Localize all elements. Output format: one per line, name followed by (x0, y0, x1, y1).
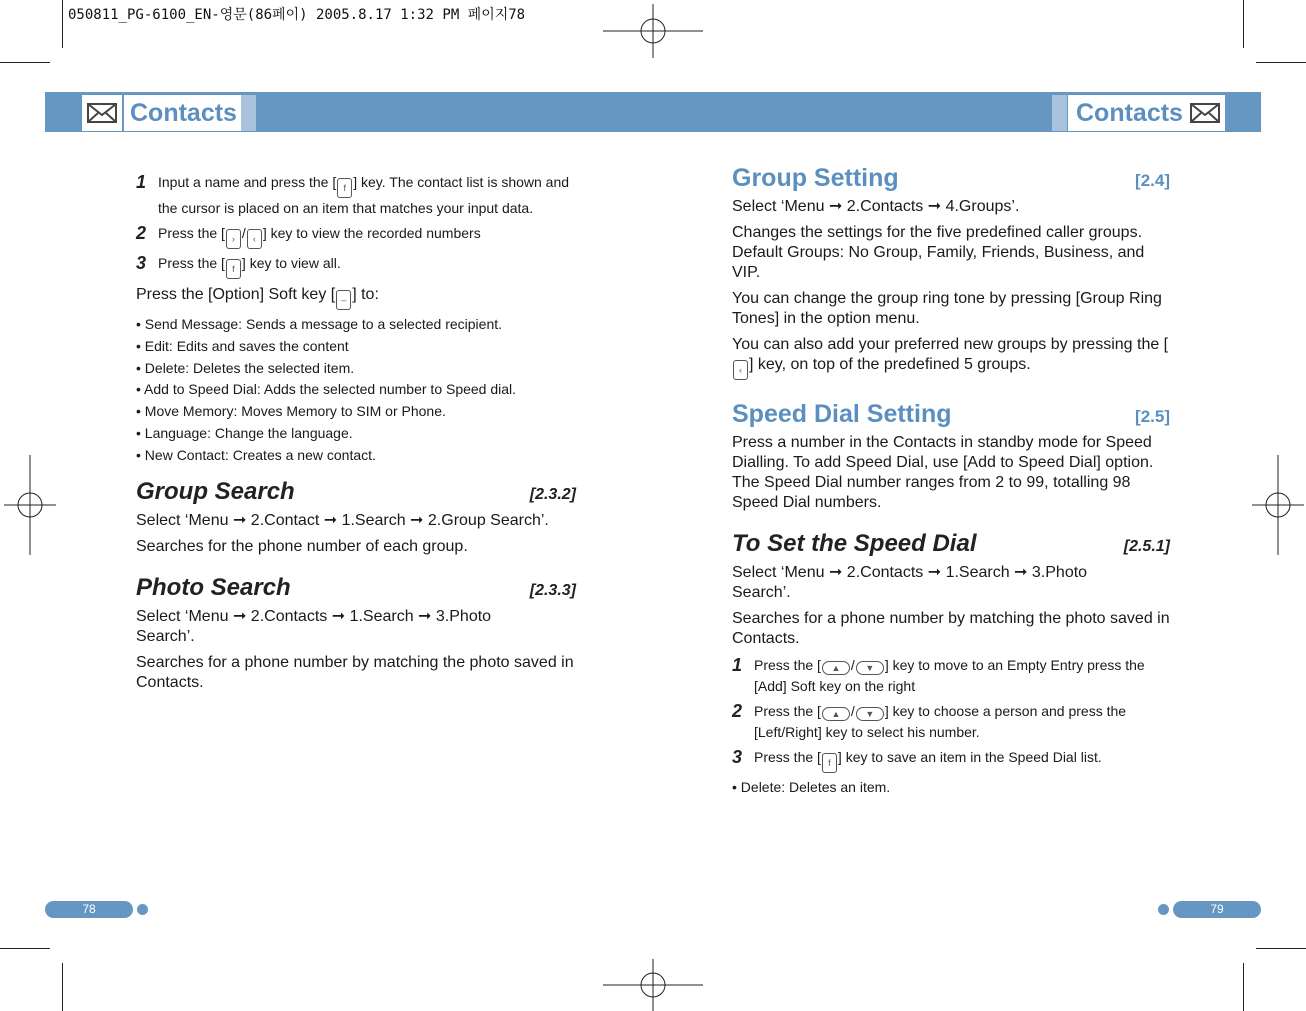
section-title: Photo Search (136, 573, 291, 601)
menu-path: Select ‘Menu ➞ 2.Contacts ➞ 1.Search ➞ 3.Photo Search’. (732, 564, 1088, 601)
menu-path: Select ‘Menu ➞ 2.Contacts ➞ 4.Groups’. (732, 198, 1020, 215)
function-key-icon: f (822, 753, 837, 773)
section-desc: Press a number in the Contacts in standby mode for Speed Dialling. To add Speed Dial, use [Add to Speed Dial] option. The Speed Dial number ranges from 2 to 99, totalling 98 Speed Dial numbers. (732, 434, 1154, 511)
function-key-icon: f (226, 259, 241, 279)
step-number: 2 (732, 701, 743, 721)
step-number: 2 (136, 223, 147, 243)
menu-path: Select ‘Menu ➞ 2.Contacts ➞ 1.Search ➞ 3.Photo Search’. (136, 607, 492, 645)
right-key-icon: › (226, 229, 241, 249)
page-number: 78 (45, 901, 133, 918)
speed-dial-setting-heading (732, 400, 1170, 428)
section-title: Group Setting (732, 164, 899, 192)
section-desc: You can change the group ring tone by pressing [Group Ring Tones] in the option menu. (732, 290, 1162, 327)
section-desc: Changes the settings for the five predefined caller groups. Default Groups: No Group, Family, Friends, Business, and VIP. (732, 224, 1145, 281)
registration-mark-right (1252, 455, 1304, 555)
list-item: • Send Message: Sends a message to a selected recipient. (136, 316, 503, 332)
page-title: Contacts (124, 95, 241, 131)
header-accent (241, 95, 256, 131)
section-desc: Searches for a phone number by matching the photo saved in Contacts. (136, 653, 574, 691)
group-search-heading (136, 477, 576, 505)
section-code: [2.3.2] (529, 485, 576, 503)
step-2 (136, 223, 576, 249)
option-intro: Press the [Option] Soft key [ – ] to: (136, 285, 576, 310)
step-text: Press the [ ▲ / ▼ ] key to choose a person and press the [Left/Right] key to select his number. (754, 703, 1127, 740)
step-1 (136, 172, 576, 219)
photo-search-heading (136, 573, 576, 601)
crop-mark (1243, 963, 1244, 1011)
registration-mark-left (4, 455, 56, 555)
registration-mark-top (603, 4, 703, 58)
list-item: • Edit: Edits and saves the content (136, 337, 349, 354)
section-title: To Set the Speed Dial (732, 530, 977, 557)
step-number: 1 (136, 172, 147, 192)
crop-mark (1256, 62, 1306, 63)
step-number: 3 (136, 253, 147, 273)
right-column (732, 164, 1170, 799)
section-title: Group Search (136, 477, 295, 505)
page-number: 79 (1173, 901, 1261, 918)
step-2 (732, 701, 1170, 743)
step-text: Press the [ ▲ / ▼ ] key to move to an Empty Entry press the [Add] Soft key on the right (754, 657, 1145, 694)
section-code: [2.3.3] (529, 581, 576, 599)
registration-mark-bottom (603, 959, 703, 1011)
section-code: [2.5.1] (1123, 538, 1170, 555)
page-title: Contacts (1068, 95, 1185, 131)
left-key-icon: ‹ (733, 360, 748, 380)
print-slug: 050811_PG-6100_EN-영문(86페이) 2005.8.17 1:32 PM 페이지78 (68, 7, 526, 23)
left-key-icon: ‹ (247, 229, 262, 249)
crop-mark (0, 948, 50, 949)
left-column (136, 172, 576, 699)
step-text: Press the [ f ] key to view all. (158, 253, 341, 279)
list-item: • Move Memory: Moves Memory to SIM or Phone. (136, 403, 446, 420)
page-number-dot (1158, 904, 1169, 915)
envelope-icon (1185, 95, 1225, 131)
up-key-icon: ▲ (822, 707, 850, 721)
section-code: [2.4] (1135, 171, 1170, 190)
step-text: Input a name and press the [ f ] key. The contact list is shown and the cursor is placed on an item that matches your input data. (158, 174, 570, 216)
list-item: • Delete: Deletes the selected item. (136, 359, 355, 376)
function-key-icon: f (337, 178, 352, 198)
list-item: • Language: Change the language. (136, 424, 353, 441)
section-desc: Searches for the phone number of each group. (136, 537, 468, 555)
envelope-icon (82, 95, 122, 131)
down-key-icon: ▼ (856, 707, 884, 721)
step-3 (732, 747, 1170, 773)
soft-key-icon: – (336, 290, 351, 310)
step-3 (136, 253, 576, 279)
step-text: Press the [ › / ‹ ] key to view the recorded numbers (158, 223, 481, 249)
section-title: Speed Dial Setting (732, 400, 952, 428)
crop-mark (62, 963, 63, 1011)
list-item: • Add to Speed Dial: Adds the selected number to Speed dial. (136, 381, 517, 398)
group-setting-heading (732, 164, 1170, 192)
down-key-icon: ▼ (856, 661, 884, 675)
step-text: Press the [ f ] key to save an item in the Speed Dial list. (754, 747, 1102, 773)
header-accent (1052, 95, 1067, 131)
section-desc: Searches for a phone number by matching the photo saved in Contacts. (732, 610, 1170, 647)
crop-mark (62, 0, 63, 48)
list-item: • Delete: Deletes an item. (732, 779, 891, 795)
set-speed-dial-heading (732, 530, 1170, 557)
page-number-dot (137, 904, 148, 915)
crop-mark (1256, 948, 1306, 949)
section-code: [2.5] (1135, 407, 1170, 426)
section-desc: You can also add your preferred new groups by pressing the [‹ ] key, on top of the predefined 5 groups. (732, 335, 1170, 380)
step-1 (732, 655, 1170, 697)
crop-mark (1243, 0, 1244, 48)
crop-mark (0, 62, 50, 63)
list-item: • New Contact: Creates a new contact. (136, 446, 376, 463)
up-key-icon: ▲ (822, 661, 850, 675)
step-number: 1 (732, 655, 743, 675)
step-number: 3 (732, 747, 743, 767)
menu-path: Select ‘Menu ➞ 2.Contact ➞ 1.Search ➞ 2.Group Search’. (136, 511, 549, 529)
